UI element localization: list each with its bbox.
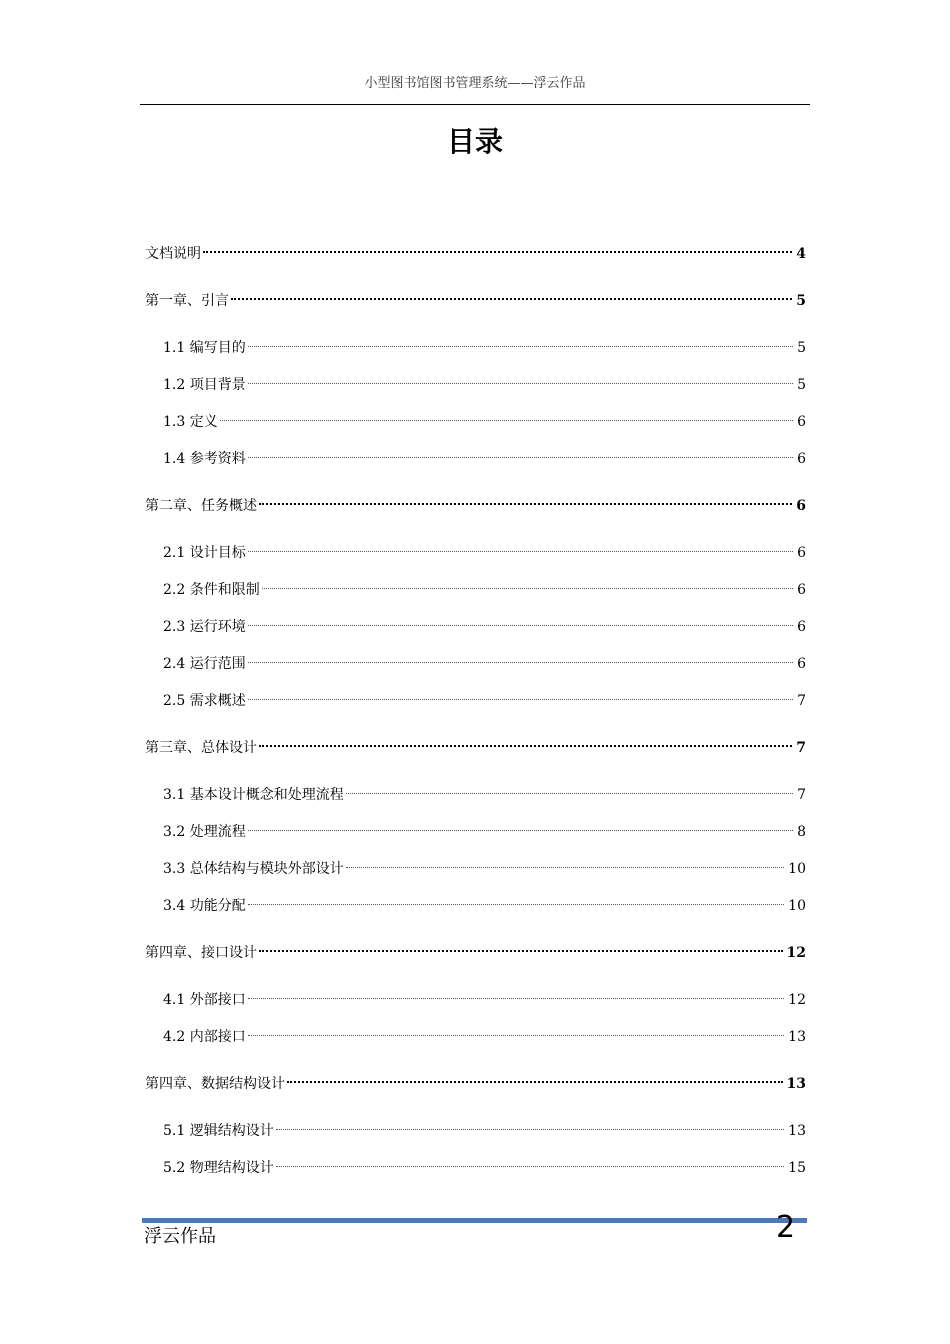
- toc-leader-dots: [248, 609, 795, 631]
- toc-leader-dots: [259, 730, 794, 752]
- toc-entry-label: 2.4 运行范围: [163, 656, 246, 672]
- toc-entry-page: 12: [786, 945, 806, 961]
- toc-leader-dots: [203, 236, 794, 258]
- toc-entry[interactable]: [163, 572, 806, 598]
- toc-entry-page: 8: [797, 824, 806, 840]
- toc-entry-label: 1.4 参考资料: [163, 451, 246, 467]
- page-number: 2: [776, 1210, 796, 1245]
- toc-entry-page: 6: [797, 619, 806, 635]
- toc-entry-page: 6: [797, 545, 806, 561]
- toc-leader-dots: [346, 777, 795, 799]
- toc-entry-label: 第三章、总体设计: [145, 740, 257, 756]
- toc-entry[interactable]: [145, 730, 806, 756]
- toc-leader-dots: [248, 888, 786, 910]
- toc-entry[interactable]: [145, 935, 806, 961]
- toc-leader-dots: [220, 404, 795, 426]
- toc-entry[interactable]: [163, 646, 806, 672]
- toc-entry[interactable]: [163, 683, 806, 709]
- toc-entry-page: 10: [788, 861, 806, 877]
- toc-entry-label: 第二章、任务概述: [145, 498, 257, 514]
- toc-entry-page: 5: [797, 377, 806, 393]
- header-rule: [140, 104, 810, 105]
- toc-entry-page: 6: [797, 582, 806, 598]
- toc-entry-label: 2.1 设计目标: [163, 545, 246, 561]
- toc-leader-dots: [259, 488, 794, 510]
- toc-leader-dots: [231, 283, 794, 305]
- toc-entry-page: 7: [797, 787, 806, 803]
- toc-entry-label: 2.2 条件和限制: [163, 582, 260, 598]
- toc-leader-dots: [248, 982, 786, 1004]
- toc-entry-page: 10: [788, 898, 806, 914]
- footer-author: 浮云作品: [144, 1226, 216, 1247]
- toc-leader-dots: [248, 330, 795, 352]
- toc-entry-label: 2.3 运行环境: [163, 619, 246, 635]
- toc-entry[interactable]: [163, 609, 806, 635]
- toc-entry-label: 3.4 功能分配: [163, 898, 246, 914]
- toc-entry[interactable]: [163, 330, 806, 356]
- toc-entry-label: 第四章、数据结构设计: [145, 1076, 285, 1092]
- toc-entry[interactable]: [163, 777, 806, 803]
- toc-leader-dots: [262, 572, 795, 594]
- toc-entry-label: 3.1 基本设计概念和处理流程: [163, 787, 344, 803]
- toc-entry-label: 第一章、引言: [145, 293, 229, 309]
- toc-entry[interactable]: [163, 535, 806, 561]
- toc-entry[interactable]: [145, 236, 806, 262]
- toc-entry-page: 6: [797, 414, 806, 430]
- toc-entry-label: 3.3 总体结构与模块外部设计: [163, 861, 344, 877]
- toc-entry[interactable]: [163, 1019, 806, 1045]
- toc-leader-dots: [287, 1066, 785, 1088]
- toc-entry[interactable]: [163, 441, 806, 467]
- toc-entry-label: 1.2 项目背景: [163, 377, 246, 393]
- toc-entry-label: 2.5 需求概述: [163, 693, 246, 709]
- toc-entry-page: 13: [788, 1123, 806, 1139]
- toc-entry-page: 4: [796, 246, 806, 262]
- toc-leader-dots: [248, 683, 795, 705]
- toc-entry-label: 文档说明: [145, 246, 201, 262]
- toc-entry-label: 4.1 外部接口: [163, 992, 246, 1008]
- toc-entry-label: 3.2 处理流程: [163, 824, 246, 840]
- toc-entry[interactable]: [163, 367, 806, 393]
- toc-entry-page: 6: [797, 451, 806, 467]
- toc-entry-label: 5.1 逻辑结构设计: [163, 1123, 274, 1139]
- toc-entry-label: 4.2 内部接口: [163, 1029, 246, 1045]
- toc-entry-page: 7: [796, 740, 806, 756]
- toc-leader-dots: [248, 814, 795, 836]
- toc-entry[interactable]: [163, 814, 806, 840]
- toc-leader-dots: [259, 935, 785, 957]
- page-title: 目录: [446, 125, 503, 158]
- footer-bar: [142, 1218, 807, 1223]
- toc-entry[interactable]: [163, 404, 806, 430]
- toc-entry-label: 第四章、接口设计: [145, 945, 257, 961]
- toc-leader-dots: [276, 1150, 786, 1172]
- toc-entry-page: 5: [797, 340, 806, 356]
- toc-entry-page: 13: [786, 1076, 806, 1092]
- toc-entry-page: 13: [788, 1029, 806, 1045]
- toc-leader-dots: [248, 367, 795, 389]
- toc-entry[interactable]: [163, 888, 806, 914]
- toc-leader-dots: [248, 646, 795, 668]
- running-header: 小型图书馆图书管理系统——浮云作品: [364, 76, 586, 91]
- toc-entry-page: 6: [797, 656, 806, 672]
- toc-entry-label: 5.2 物理结构设计: [163, 1160, 274, 1176]
- toc-entry-page: 15: [788, 1160, 806, 1176]
- toc-leader-dots: [346, 851, 786, 873]
- toc-entry-page: 5: [796, 293, 806, 309]
- toc-entry-label: 1.3 定义: [163, 414, 218, 430]
- toc-entry-label: 1.1 编写目的: [163, 340, 246, 356]
- toc-leader-dots: [248, 1019, 786, 1041]
- toc-entry-page: 6: [796, 498, 806, 514]
- toc-leader-dots: [276, 1113, 786, 1135]
- toc-entry[interactable]: [145, 488, 806, 514]
- toc-entry[interactable]: [163, 982, 806, 1008]
- toc-entry[interactable]: [163, 1113, 806, 1139]
- toc-entry[interactable]: [163, 1150, 806, 1176]
- toc-entry[interactable]: [145, 283, 806, 309]
- toc-entry-page: 12: [788, 992, 806, 1008]
- toc-entry-page: 7: [797, 693, 806, 709]
- toc-entry[interactable]: [145, 1066, 806, 1092]
- toc-entry[interactable]: [163, 851, 806, 877]
- toc-leader-dots: [248, 535, 795, 557]
- toc-leader-dots: [248, 441, 795, 463]
